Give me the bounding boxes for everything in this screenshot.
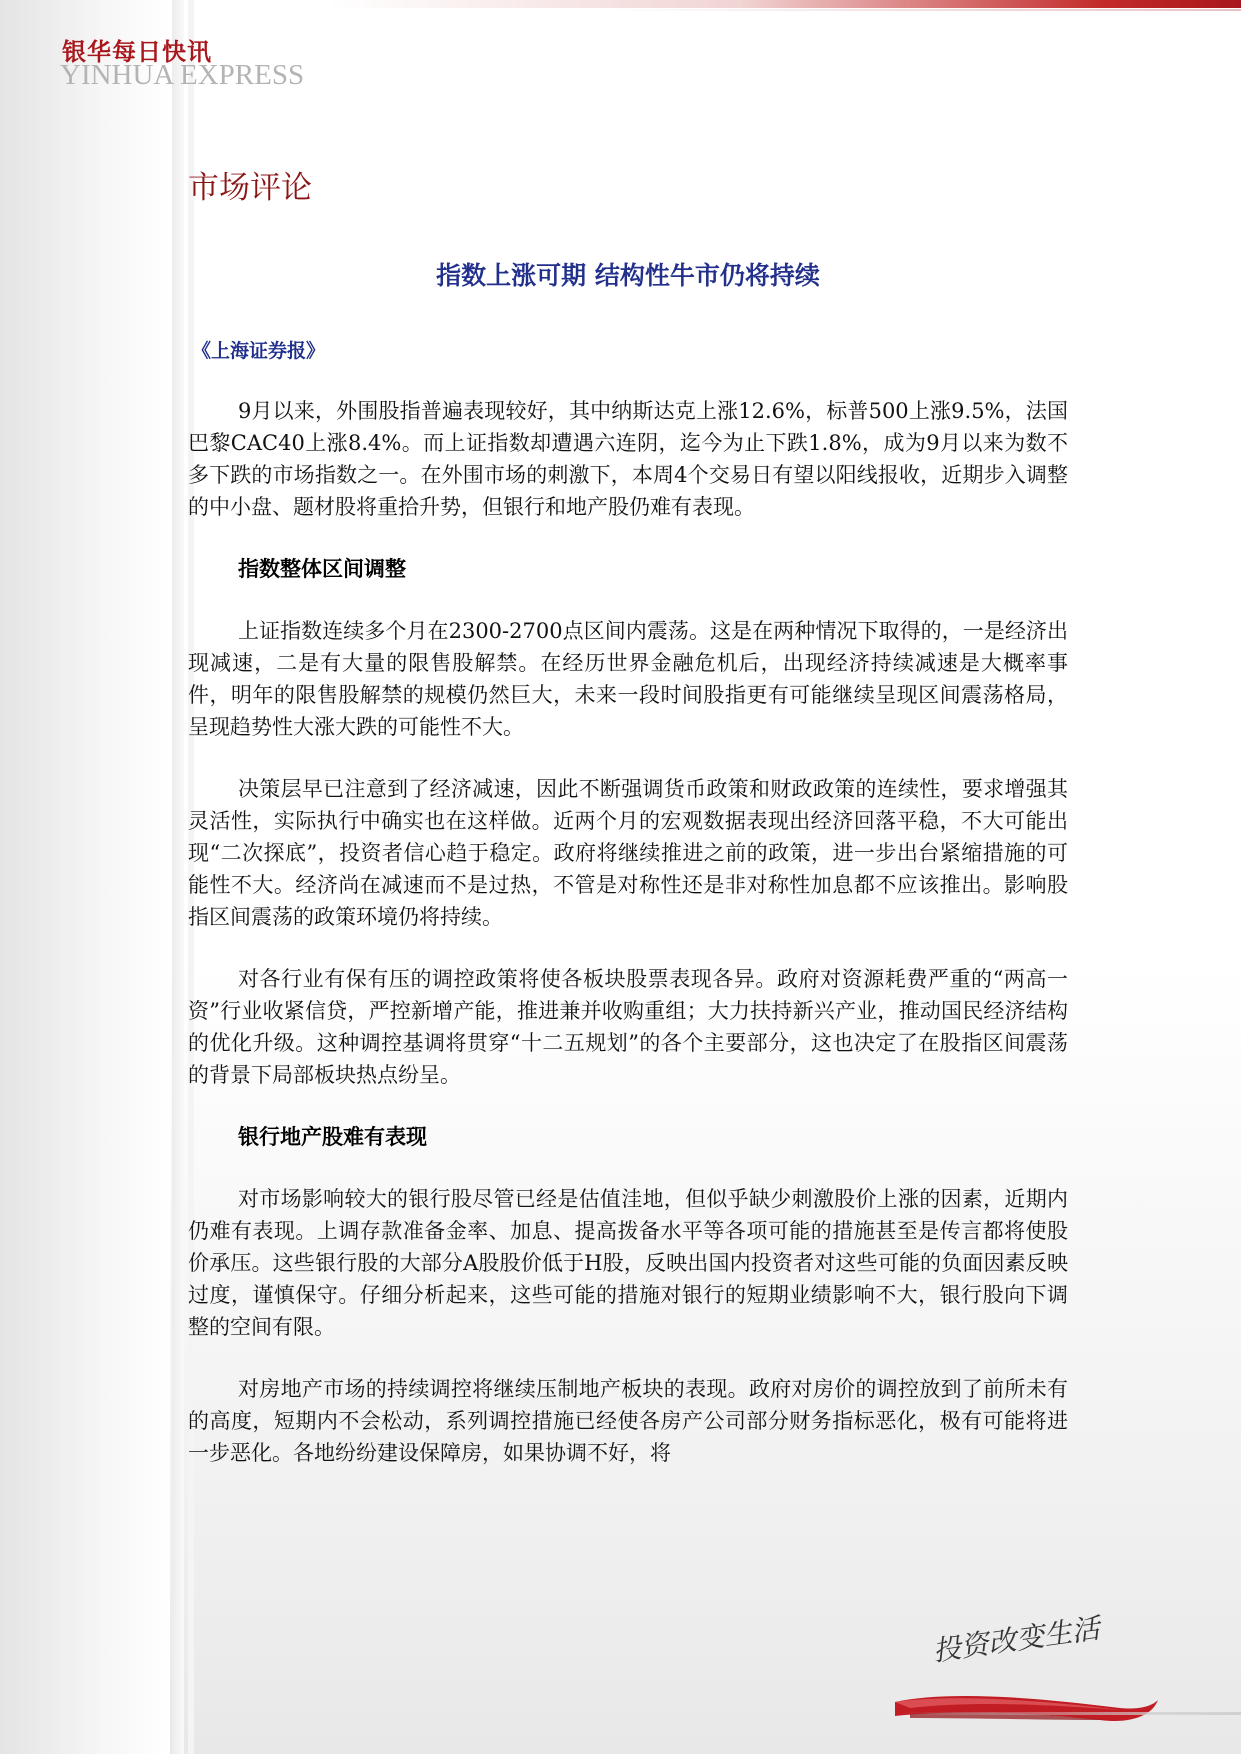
article-source: 《上海证券报》: [192, 340, 326, 362]
article-paragraph: 上证指数连续多个月在2300-2700点区间内震荡。这是在两种情况下取得的，一是经济出现减速，二是有大量的限售股解禁。在经历世界金融危机后，出现经济持续减速是大概率事件，明年的限售股解禁的规模仍然巨大，未来一段时间股指更有可能继续呈现区间震荡格局，呈现趋势性大涨大跌的可能性不大。: [188, 619, 1068, 739]
article-paragraph: 对市场影响较大的银行股尽管已经是估值洼地，但似乎缺少刺激股价上涨的因素，近期内仍难有表现。上调存款准备金率、加息、提高拨备水平等各项可能的措施甚至是传言都将使股价承压。这些银行股的大部分A股股价低于H股，反映出国内投资者对这些可能的负面因素反映过度，谨慎保守。仔细分析起来，这些可能的措施对银行的短期业绩影响不大，银行股向下调整的空间有限。: [188, 1187, 1068, 1339]
left-decor-stripe: [0, 0, 170, 1754]
footer-rule: [900, 1712, 1241, 1715]
top-red-rule: [600, 9, 1241, 11]
brand-logo-en: YINHUA EXPRESS: [60, 59, 305, 91]
top-red-rule: [330, 0, 1241, 8]
article-body: [188, 395, 1068, 1499]
footer-slogan: 投资改变生活: [930, 1611, 1102, 1668]
left-decor-stripe: [172, 0, 184, 1754]
section-title: 市场评论: [188, 170, 312, 206]
article-paragraph: 对各行业有保有压的调控政策将使各板块股票表现各异。政府对资源耗费严重的“两高一资”行业收紧信贷，严控新增产能，推进兼并收购重组；大力扶持新兴产业，推动国民经济结构的优化升级。这种调控基调将贯穿“十二五规划”的各个主要部分，这也决定了在股指区间震荡的背景下局部板块热点纷呈。: [188, 967, 1068, 1087]
article-title: 指数上涨可期 结构性牛市仍将持续: [436, 261, 820, 290]
brand-logo-cn: 银华每日快讯: [62, 37, 212, 66]
article-subheading: 指数整体区间调整: [238, 556, 406, 581]
article-subheading: 银行地产股难有表现: [238, 1124, 427, 1149]
article-paragraph: 对房地产市场的持续调控将继续压制地产板块的表现。政府对房价的调控放到了前所未有的高度，短期内不会松动，系列调控措施已经使各房产公司部分财务指标恶化，极有可能将进一步恶化。各地纷纷建设保障房，如果协调不好，将: [188, 1377, 1068, 1465]
article-paragraph: 9月以来，外围股指普遍表现较好，其中纳斯达克上涨12.6%，标普500上涨9.5%，法国巴黎CAC40上涨8.4%。而上证指数却遭遇六连阴，迄今为止下跌1.8%，成为9月以来为数不多下跌的市场指数之一。在外围市场的刺激下，本周4个交易日有望以阳线报收，近期步入调整的中小盘、题材股将重拾升势，但银行和地产股仍难有表现。: [188, 399, 1068, 519]
article-paragraph: 决策层早已注意到了经济减速，因此不断强调货币政策和财政政策的连续性，要求增强其灵活性，实际执行中确实也在这样做。近两个月的宏观数据表现出经济回落平稳，不大可能出现“二次探底”，投资者信心趋于稳定。政府将继续推进之前的政策，进一步出台紧缩措施的可能性不大。经济尚在减速而不是过热，不管是对称性还是非对称性加息都不应该推出。影响股指区间震荡的政策环境仍将持续。: [188, 777, 1068, 929]
